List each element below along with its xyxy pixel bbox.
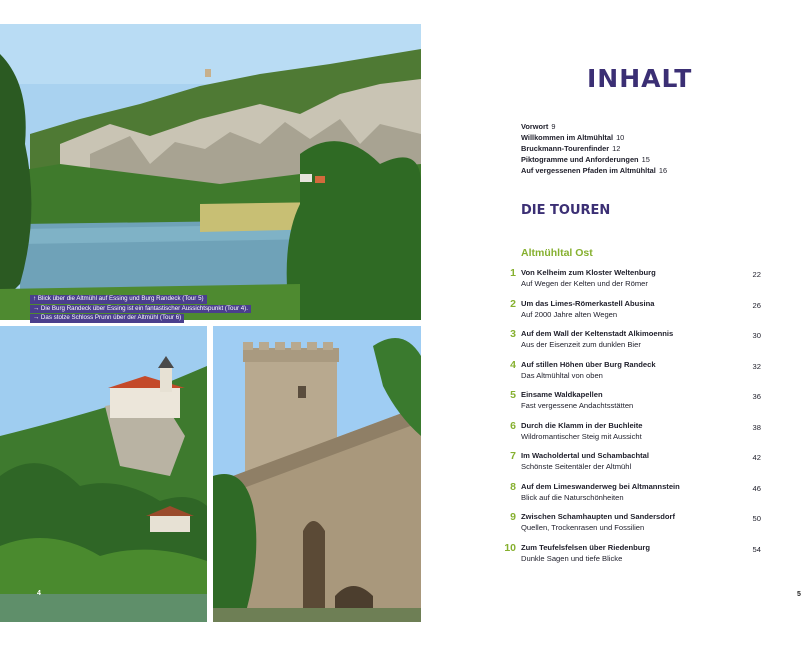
tour-entry[interactable] (503, 268, 773, 299)
tour-page: 54 (752, 544, 761, 554)
tour-title: Im Wacholdertal und Schambachtal (521, 451, 649, 460)
tour-subtitle: Auf Wegen der Kelten und der Römer (521, 279, 648, 288)
tour-entry[interactable] (503, 543, 773, 574)
tour-title: Zum Teufelsfelsen über Riedenburg (521, 542, 650, 552)
front-matter-list (521, 121, 667, 176)
photo-altmuehl-valley (0, 24, 421, 320)
tour-subtitle: Schönste Seitentäler der Altmühl (521, 462, 632, 471)
tour-page: 42 (752, 453, 761, 462)
section-heading: DIE TOUREN (521, 203, 611, 218)
tour-page: 36 (752, 392, 761, 401)
tour-entry[interactable] (503, 421, 773, 452)
tour-subtitle: Das Altmühltal von oben (521, 370, 603, 380)
toc-entry[interactable] (521, 132, 667, 143)
tour-number: 3 (510, 328, 516, 340)
tour-number: 2 (510, 297, 516, 310)
tour-entry[interactable] (503, 512, 773, 543)
tour-title: Auf stillen Höhen über Burg Randeck (521, 359, 656, 369)
toc-entry[interactable] (521, 143, 667, 154)
tour-page: 22 (752, 270, 761, 279)
photo-caption: → Das stolze Schloss Prunn über der Altmühl (Tour 6) (30, 314, 184, 323)
tour-entry[interactable] (503, 299, 773, 330)
tour-title: Von Kelheim zum Kloster Weltenburg (521, 268, 656, 277)
tour-number: 1 (510, 267, 516, 279)
toc-entry-title: Auf vergessenen Pfaden im Altmühltal (521, 166, 656, 175)
toc-entry[interactable] (521, 165, 667, 176)
tour-page: 38 (752, 422, 761, 432)
toc-entry-page: 12 (612, 144, 621, 153)
tour-subtitle: Blick auf die Naturschönheiten (521, 492, 624, 502)
page-number-right: 5 (797, 591, 801, 598)
page-number-left: 4 (37, 590, 41, 597)
toc-entry[interactable] (521, 121, 667, 132)
tour-title: Auf dem Wall der Keltenstadt Alkimoennis (521, 329, 674, 338)
tour-title: Durch die Klamm in der Buchleite (521, 420, 643, 430)
photo-captions (30, 295, 251, 324)
toc-entry-page: 15 (641, 155, 650, 164)
toc-entry-title: Piktogramme und Anforderungen (521, 155, 639, 164)
toc-entry-page: 9 (551, 122, 556, 131)
toc-entry-title: Willkommen im Altmühltal (521, 133, 614, 142)
tour-entry[interactable] (503, 329, 773, 360)
tour-page: 26 (752, 300, 761, 310)
tour-entry[interactable] (503, 360, 773, 391)
tour-entry[interactable] (503, 482, 773, 513)
toc-entry-title: Vorwort (521, 122, 549, 131)
tour-title: Um das Limes-Römerkastell Abusina (521, 298, 655, 308)
toc-entry-page: 16 (658, 166, 668, 175)
tour-subtitle: Wildromantischer Steig mit Aussicht (521, 431, 642, 441)
tour-subtitle: Aus der Eisenzeit zum dunklen Bier (521, 340, 641, 349)
tour-subtitle: Quellen, Trockenrasen und Fossilien (521, 523, 645, 532)
photo-caption: → Die Burg Randeck über Essing ist ein fantastischer Aussichtspunkt (Tour 4). (30, 305, 251, 314)
tour-subtitle: Dunkle Sagen und tiefe Blicke (521, 553, 623, 563)
photo-castle-wall (213, 326, 421, 622)
toc-entry[interactable] (521, 154, 667, 165)
tour-subtitle: Fast vergessene Andachtsstätten (521, 401, 634, 410)
tour-page: 32 (752, 361, 761, 371)
tour-title: Auf dem Limeswanderweg bei Altmannstein (521, 481, 680, 491)
tour-number: 7 (510, 450, 516, 462)
tour-number: 6 (510, 419, 516, 432)
region-heading: Altmühltal Ost (521, 247, 593, 259)
tour-subtitle: Auf 2000 Jahre alten Wegen (521, 309, 618, 319)
tour-number: 8 (510, 480, 516, 493)
photo-caption: ↑ Blick über die Altmühl auf Essing und Burg Randeck (Tour 5) (30, 295, 207, 304)
tour-entry[interactable] (503, 390, 773, 421)
tour-title: Zwischen Schamhaupten und Sandersdorf (521, 512, 676, 521)
tour-entry[interactable] (503, 451, 773, 482)
tour-number: 5 (510, 389, 516, 401)
tour-number: 9 (510, 511, 516, 523)
tour-page: 46 (752, 483, 761, 493)
tour-title: Einsame Waldkapellen (521, 390, 603, 399)
tour-number: 4 (510, 358, 516, 371)
toc-entry-page: 10 (616, 133, 625, 142)
tour-list (503, 268, 773, 573)
tour-page: 50 (752, 514, 761, 523)
page-title: INHALT (587, 64, 693, 93)
tour-number: 10 (504, 541, 516, 554)
photo-schloss-prunn (0, 326, 207, 622)
tour-page: 30 (752, 331, 761, 340)
toc-entry-title: Bruckmann-Tourenfinder (521, 144, 610, 153)
